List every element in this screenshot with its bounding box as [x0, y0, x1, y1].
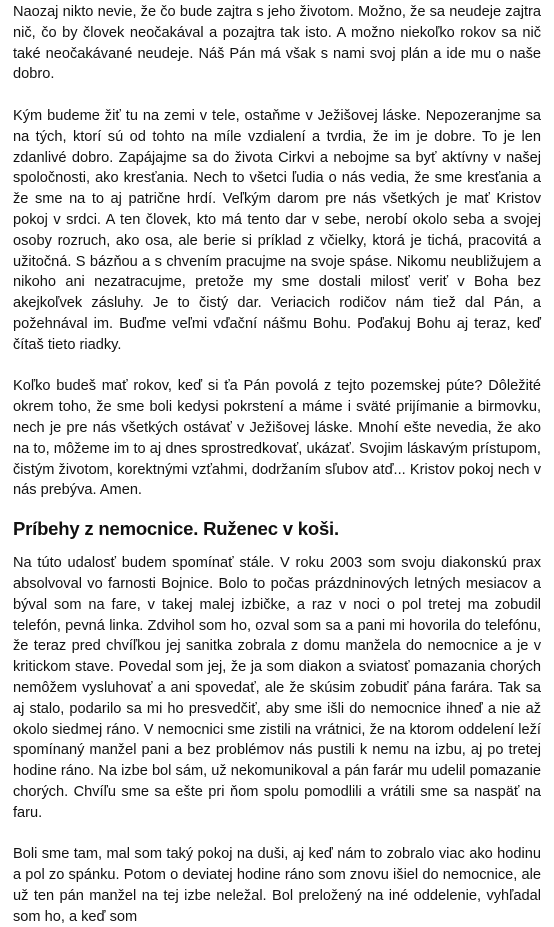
paragraph-jesus-love: Kým budeme žiť tu na zemi v tele, ostaňme v Ježišovej láske. Nepozeranjme sa na tých, ktorí sú od tohto na míle vzdialení a tvrdia, že im je dobre. To je len zdanlivé dobro. Zapájajme sa do života Cirkvi a nebojme sa byť aktívny v našej spoločnosti, ako kresťania. Nech to všetci ľudia o nás vedia, že sme kresťania a že sme na to aj patrične hrdí. Veľkým darom pre nás všetkých je mať Kristov pokoj v srdci. A ten človek, kto má tento dar v sebe, nerobí okolo seba a svojej osoby rozruch, ako osa, ale berie si príklad z včielky, ktorá je tichá, pracovitá a užitočná. S bázňou a s chvením pracujme na svoje spáse. Nikomu neubližujem a nikoho ani nezatracujme, pretože my sme dostali milosť veriť v Boha bez akejkoľvek zásluhy. Je to čistý dar. Veriacich rodičov nám tiež dal Pán, a požehnával im. Buďme veľmi vďační nášmu Bohu. Poďakuj Bohu aj teraz, keď čítaš tieto riadky. — [13, 107, 541, 353]
paragraph-how-old: Koľko budeš mať rokov, keď si ťa Pán povolá z tejto pozemskej púte? Dôležité okrem toho, že sme boli kedysi pokrstení a máme i sväté prijímanie a birmovku, nech je pre nás všetkých ostávať v Ježišovej láske. Mnohí ešte nevedia, že ako na to, môžeme im to aj dnes sprostredkovať, ukázať. Svojim láskavým prístupom, čistým životom, korektnými vzťahmi, dodržaním sľubov atď... Kristov pokoj nech v nás prebýva. Amen. — [13, 378, 541, 499]
paragraph-hospital-story: Na túto udalosť budem spomínať stále. V roku 2003 som svoju diakonskú prax absolvoval vo farnosti Bojnice. Bolo to počas prázdninových letných mesiacov a býval som na fare, v takej malej izbičke, a raz v noci o pol tretej ma zobudil telefón, pevná linka. Zdvihol som ho, ozval som sa a pani mi hovorila do telefónu, že teraz pred chvíľkou jej sanitka zobrala z domu manžela do nemocnice a je v kritickom stave. Povedal som jej, že ja som diakon a sviatosť pomazania chorých nemôžem vysluhovať a ani spovedať, ale že skúsim zobudiť pána farára. Tak sa aj stalo, podarilo sa mi ho presvedčiť, aby sme išli do nemocnice ihneď a nie až okolo siedmej ráno. V nemocnici sme zistili na vrátnici, že na ktorom oddelení leží spomínaný manžel pani a bez problémov nás pustili k nemu na izbu, aj po tretej hodine ráno. Na izbe bol sám, už nekomunikoval a pán farár mu udelil pomazanie chorých. Chvíľu sme sa ešte pri ňom spolu pomodlili a vrátili sme sa naspäť na faru. — [13, 555, 541, 821]
document-page — [13, 0, 541, 927]
paragraph-hospital-continued: Boli sme tam, mal som taký pokoj na duši, aj keď nám to zobralo viac ako hodinu a pol zo spánku. Potom o deviatej hodine ráno som znovu išiel do nemocnice, ale už ten pán manžel na tej izbe neležal. Bol preložený na iné oddelenie, vyhľadal som ho, a keď som — [13, 846, 541, 925]
paragraph-intro: Naozaj nikto nevie, že čo bude zajtra s jeho životom. Možno, že sa neudeje zajtra nič, čo by človek neočakával a pozajtra tak isto. A možno niekoľko rokov sa nič také neočakávané neudeje. Náš Pán má však s nami svoj plán a ide mu o naše dobro. — [13, 4, 541, 83]
section-heading: Príbehy z nemocnice. Ruženec v koši. — [13, 518, 339, 540]
